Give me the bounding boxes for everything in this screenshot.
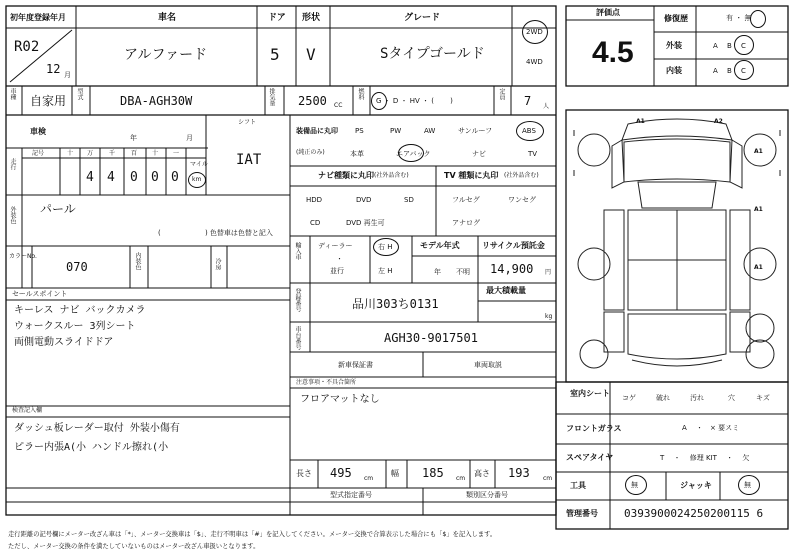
first-reg-month: 12	[46, 62, 61, 76]
tools-value: 無	[631, 481, 638, 489]
height-unit: cm	[543, 475, 553, 482]
tv-caption: TV 種類に丸印	[444, 171, 499, 180]
tv-fullseg: フルセグ	[452, 196, 480, 204]
mileage-digit-2: 4	[107, 170, 115, 185]
chassis-value: AGH30-9017501	[384, 331, 478, 345]
manual-label: 車両取説	[474, 361, 502, 369]
model-year-unknown: 不明	[456, 268, 470, 276]
class-no-caption: 類別区分番号	[466, 491, 508, 499]
equip-navi: ナビ	[472, 150, 486, 158]
repair-caption: 修復歴	[664, 14, 688, 23]
type-no-caption: 型式指定番号	[330, 491, 372, 499]
tv-sub: (社外品含む)	[504, 172, 539, 179]
capacity-value: 7	[524, 94, 532, 108]
mgmt-no: 0393900024250200115 6	[624, 507, 764, 520]
fuel-g-circle	[371, 92, 387, 110]
exterior-caption: 外装	[666, 41, 682, 50]
interior-caption: 内装	[666, 66, 682, 75]
mileage-label-ichi: 一	[173, 150, 180, 157]
spare-value: T ・ 修理 KIT ・ 欠	[660, 454, 750, 462]
notes-caption: 注意事項・不具合箇所	[296, 379, 357, 386]
grade-caption: グレード	[404, 13, 441, 23]
model-year-unit: 年	[434, 268, 441, 276]
seat-tear: 破れ	[656, 394, 670, 402]
mileage-digit-4: 0	[151, 170, 159, 185]
repair-none-circle	[750, 10, 766, 28]
inspector-line-2: ピラー内張A(小 ハンドル擦れ(小	[14, 442, 169, 453]
navi-sub: (社外品含む)	[374, 172, 409, 179]
equip-pw: PW	[390, 127, 402, 135]
grade-value: Sタイプゴールド	[380, 46, 485, 62]
equip-aw: AW	[424, 127, 436, 135]
import-caption: 輸入車	[294, 242, 301, 260]
repair-options: 有 ・ 無	[726, 14, 752, 22]
drive-4wd: 4WD	[526, 58, 543, 66]
score-value: 4.5	[592, 36, 634, 69]
navi-dvd: DVD	[356, 196, 372, 204]
equip-abs: ABS	[522, 127, 536, 135]
score-caption: 評価点	[596, 8, 620, 17]
footer-note-2: ただし、メーター交換の条件を満たしていないものはメーター改ざん車扱いとなります。	[8, 543, 260, 550]
equip-sunroof: サンルーフ	[458, 127, 493, 135]
cooling-caption: 冷房	[214, 258, 221, 270]
shaken-caption: 車検	[30, 127, 46, 136]
first-reg-era: R02	[14, 39, 40, 55]
equip-leather: 本革	[350, 150, 364, 158]
exterior-grade-options: A B C	[713, 42, 746, 50]
length-caption: 長さ	[296, 469, 312, 478]
drive-2wd: 2WD	[526, 28, 543, 36]
jack-value: 無	[744, 481, 751, 489]
seat-dirt: 汚れ	[690, 394, 704, 402]
width-unit: cm	[456, 475, 466, 482]
color-no-caption: カラーNo.	[9, 253, 37, 260]
shaken-year-unit: 年	[130, 134, 137, 142]
car-name-caption: 車名	[158, 13, 177, 23]
jack-caption: ジャッキ	[680, 481, 712, 490]
width-value: 185	[422, 466, 444, 480]
tv-analog: アナログ	[452, 219, 480, 227]
recycle-value: 14,900	[490, 262, 534, 276]
category-value: 自家用	[30, 94, 67, 108]
length-unit: cm	[364, 475, 374, 482]
body-shape: V	[306, 45, 316, 64]
import-right-h: 右 H	[378, 243, 393, 251]
damage-mark-front-right: A2	[714, 118, 723, 125]
interior-b-circle	[734, 60, 754, 80]
import-dot: ・	[336, 255, 343, 263]
color-no-value: 070	[66, 260, 88, 274]
recycle-caption: リサイクル預託金	[482, 241, 545, 250]
import-left-h: 左 H	[378, 267, 393, 275]
max-load-unit: kg	[545, 313, 553, 320]
sales-point-3: 両側電動スライドドア	[14, 337, 114, 348]
shift-value: IAT	[236, 152, 262, 168]
warranty-label: 新車保証書	[338, 361, 373, 369]
first-reg-caption: 初年度登録年月	[10, 13, 66, 22]
chassis-caption: 車台番号	[294, 326, 301, 350]
interior-grade-options: A B C	[713, 67, 746, 75]
door-caption: ドア	[268, 13, 286, 23]
damage-mark-front-left: A1	[636, 118, 645, 125]
displacement-value: 2500	[298, 94, 327, 108]
sales-point-1: キーレス ナビ バックカメラ	[14, 305, 146, 316]
equipment-caption-sub: (純正のみ)	[296, 149, 325, 156]
shaken-month-unit: 月	[186, 134, 193, 142]
glass-caption: フロントガラス	[566, 424, 622, 433]
navi-hdd: HDD	[306, 196, 323, 204]
equip-tv: TV	[528, 150, 538, 158]
interior-color-caption: 内装色	[134, 252, 141, 270]
fuel-caption: 燃料	[357, 88, 364, 100]
mileage-digit-3: 0	[130, 170, 138, 185]
mgmt-caption: 管理番号	[566, 509, 598, 518]
max-load-caption: 最大積載量	[486, 286, 526, 295]
color-note: ( ) 色替車は色替と記入	[158, 229, 273, 237]
car-name: アルファード	[124, 47, 208, 63]
first-reg-month-unit: 月	[64, 71, 71, 79]
seat-scratch: キズ	[756, 394, 770, 402]
km-unit: km	[192, 176, 202, 183]
mile-caption: マイル	[190, 161, 208, 168]
equipment-caption: 装備品に丸印	[296, 127, 338, 135]
mileage-digit-1: 4	[86, 170, 94, 185]
inspector-caption: 検査記入欄	[12, 407, 43, 414]
mileage-label-hyaku: 百	[131, 150, 138, 157]
height-caption: 高さ	[474, 469, 490, 478]
navi-sd: SD	[404, 196, 414, 204]
color-value: パール	[40, 202, 76, 216]
door-count: 5	[270, 45, 280, 64]
navi-dvd-play: DVD 再生可	[346, 219, 385, 227]
capacity-caption: 定員	[498, 88, 505, 100]
cc-unit: CC	[334, 102, 343, 109]
mileage-label-symbol: 記号	[32, 150, 45, 157]
recycle-yen: 円	[545, 269, 552, 276]
spare-caption: スペアタイヤ	[566, 453, 614, 462]
damage-mark-right-rear: A1	[754, 264, 763, 271]
damage-mark-right-front: A1	[754, 148, 763, 155]
model-value: DBA-AGH30W	[120, 94, 193, 108]
import-dealer: ディーラー	[318, 242, 353, 250]
equip-ps: PS	[355, 127, 364, 135]
color-caption: 外装色	[9, 206, 16, 224]
plate-caption: 登録番号	[294, 288, 301, 312]
exterior-b-circle	[734, 35, 754, 55]
seat-burn: コゲ	[622, 394, 636, 402]
glass-value: A ・ × 要スミ	[682, 424, 740, 432]
footer-note-1: 走行距離の記号欄にメーター改ざん車は「*」、メーター交換車は「$」、走行不明車は「#」を記入してください。メーター交換で合算表示した場合にも「$」を記入します。	[8, 531, 497, 538]
model-caption: 型式	[76, 88, 83, 100]
notes-text: フロアマットなし	[300, 394, 380, 405]
shape-caption: 形状	[302, 13, 321, 23]
mileage-label-man: 万	[87, 150, 94, 157]
model-year-caption: モデル年式	[420, 241, 460, 250]
capacity-unit: 人	[543, 103, 550, 110]
equip-airbag: エアバック	[396, 150, 431, 158]
mileage-label-10: 十	[67, 150, 74, 157]
fuel-options: G ・ D ・ HV ・ ( )	[376, 97, 453, 105]
plate-value: 品川303ち0131	[352, 297, 439, 311]
damage-mark-right-side: A1	[754, 206, 763, 213]
sales-point-2: ウォークスルー 3列シート	[14, 321, 136, 332]
seat-caption: 室内シート	[570, 389, 610, 398]
tv-oneseg: ワンセグ	[508, 196, 536, 204]
sales-points-caption: セールスポイント	[12, 290, 68, 298]
width-caption: 幅	[391, 469, 399, 478]
displacement-caption: 排気量	[268, 88, 275, 106]
mileage-label-juu: 十	[152, 150, 159, 157]
mileage-label-sen: 千	[109, 150, 116, 157]
tools-caption: 工具	[570, 481, 586, 490]
navi-cd: CD	[310, 219, 321, 227]
mileage-caption: 走行	[9, 158, 16, 170]
navi-caption: ナビ種類に丸印	[318, 171, 374, 180]
length-value: 495	[330, 466, 352, 480]
seat-hole: 穴	[728, 394, 735, 402]
height-value: 193	[508, 466, 530, 480]
category-caption: 車種	[9, 88, 16, 100]
inspector-line-1: ダッシュ板レーダー取付 外装小傷有	[14, 423, 180, 434]
shift-caption: シフト	[238, 119, 257, 126]
mileage-digit-5: 0	[171, 170, 179, 185]
import-parallel: 並行	[330, 267, 344, 275]
